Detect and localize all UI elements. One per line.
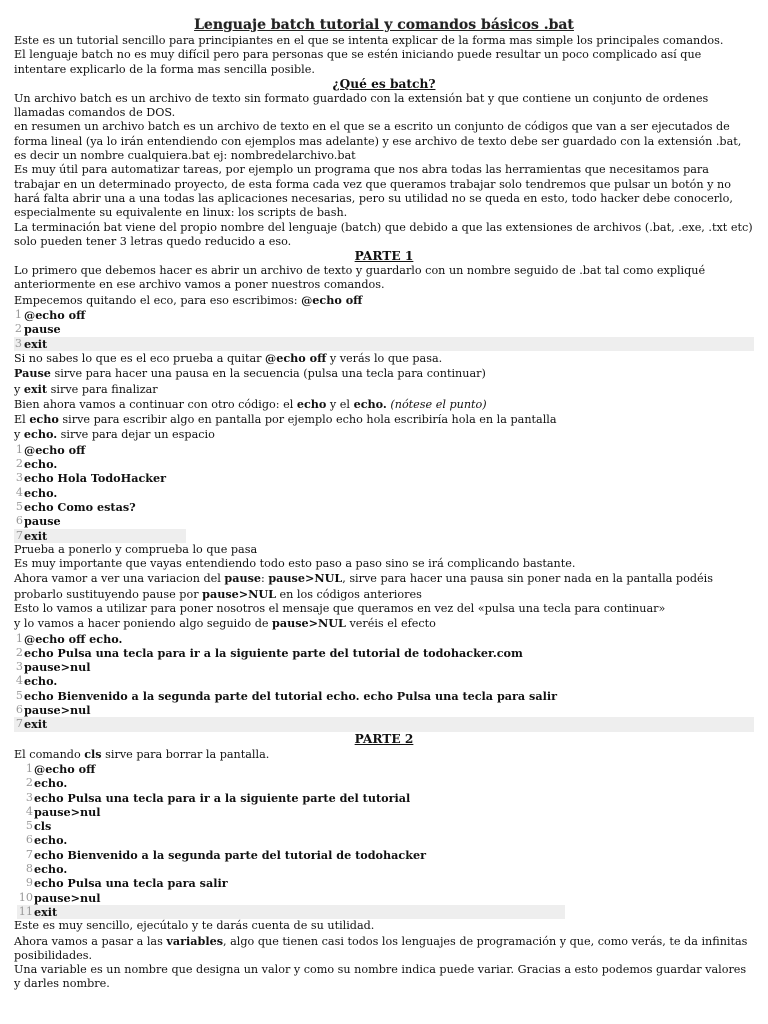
inline-code: echo — [29, 412, 59, 427]
code-line — [17, 848, 754, 862]
text-run: y — [14, 428, 24, 442]
code-line — [17, 762, 754, 776]
line-number: 2 — [14, 322, 22, 336]
parte2-paragraph-3 — [14, 934, 754, 964]
code-line — [14, 322, 754, 336]
text-run: Bien ahora vamos a continuar con otro código: el — [14, 397, 297, 411]
code-text: echo. — [34, 862, 68, 877]
code-line — [17, 791, 754, 805]
code-text: exit — [24, 336, 48, 351]
line-number: 1 — [14, 308, 22, 322]
code-block-3 — [14, 632, 754, 732]
code-line — [14, 500, 754, 514]
code-text: pause>nul — [24, 660, 91, 675]
line-number: 6 — [15, 514, 23, 528]
code-line — [14, 514, 754, 528]
code-text: echo Pulsa una tecla para salir — [34, 876, 228, 891]
code-line — [14, 689, 754, 703]
code-line — [14, 632, 754, 646]
code-text: pause — [24, 322, 61, 337]
parte1-paragraph-12: Esto lo vamos a utilizar para poner nosotros el mensaje que queramos en vez del «pulsa una tecla para continuar» — [14, 601, 666, 615]
parte1-paragraph-5 — [14, 382, 754, 397]
code-line — [14, 471, 754, 485]
line-number: 5 — [15, 688, 23, 702]
italic-note: (nótese el punto) — [390, 397, 487, 411]
text-run: Ahora vamos a pasar a las — [14, 934, 167, 948]
code-line — [14, 443, 754, 457]
inline-code: variables — [166, 933, 224, 948]
text-run: Empecemos quitando el eco, para eso escribimos: — [14, 293, 302, 307]
code-text: @echo off echo. — [24, 631, 123, 646]
line-number: 2 — [15, 645, 23, 659]
text-run: Si no sabes lo que es el eco prueba a quitar — [14, 351, 266, 365]
text-run: , algo que tienen casi todos los lenguajes de programación y que, como verás, te da infinitas posibilidades. — [14, 934, 748, 962]
code-text: exit — [24, 717, 48, 732]
inline-code: Pause — [14, 366, 51, 381]
line-number: 5 — [15, 499, 23, 513]
text-run: : — [261, 572, 269, 586]
parte1-paragraph-2 — [14, 293, 754, 308]
code-text: echo Bienvenido a la segunda parte del tutorial echo. echo Pulsa una tecla para salir — [24, 688, 558, 703]
parte1-paragraph-1: Lo primero que debemos hacer es abrir un archivo de texto y guardarlo con un nombre seguido de .bat tal como expliqué anteriormente en ese archivo vamos a poner nuestros comandos. — [14, 264, 706, 292]
code-text: echo. — [24, 485, 58, 500]
text-run: El comando — [14, 747, 85, 761]
parte2-paragraph-1 — [14, 747, 754, 762]
code-line — [14, 674, 754, 688]
section-heading-parte-2: PARTE 2 — [354, 731, 414, 746]
document-page — [14, 16, 754, 992]
line-number: 7 — [25, 847, 33, 861]
code-line — [17, 891, 754, 905]
inline-code: pause>NUL — [272, 616, 346, 631]
parte2-paragraph-2: Este es muy sencillo, ejecútalo y te darás cuenta de su utilidad. — [14, 919, 375, 933]
section1-paragraph-4: La terminación bat viene del propio nombre del lenguaje (batch) que debido a que las extensiones de archivos (.bat, .exe, .txt etc) solo pueden tener 3 letras quedo reducido a eso. — [14, 220, 753, 248]
code-text: pause>nul — [34, 890, 101, 905]
code-line — [17, 805, 754, 819]
line-number: 2 — [15, 457, 23, 471]
inline-code: echo — [296, 396, 327, 411]
code-line — [14, 529, 186, 543]
text-run: sirve para borrar la pantalla. — [101, 747, 270, 761]
code-line — [14, 703, 754, 717]
line-number: 3 — [14, 336, 22, 350]
inline-code: @echo off — [265, 350, 327, 365]
inline-code: exit — [23, 381, 48, 396]
line-number: 3 — [15, 660, 23, 674]
line-number: 7 — [15, 717, 23, 731]
inline-code: @echo off — [301, 292, 363, 307]
code-line — [14, 457, 754, 471]
text-run: sirve para dejar un espacio — [57, 428, 215, 442]
code-line — [14, 660, 754, 674]
code-text: echo Como estas? — [24, 499, 136, 514]
parte1-paragraph-11 — [14, 571, 754, 602]
line-number: 2 — [25, 776, 33, 790]
code-line — [14, 646, 754, 660]
line-number: 11 — [18, 904, 33, 918]
parte1-paragraph-9: Prueba a ponerlo y comprueba lo que pasa — [14, 542, 258, 556]
code-line — [17, 862, 754, 876]
code-line — [14, 308, 754, 322]
code-text: exit — [34, 904, 58, 919]
code-line — [17, 876, 754, 890]
code-text: cls — [34, 819, 52, 834]
code-block-2 — [14, 443, 754, 543]
code-line — [17, 776, 754, 790]
code-text: echo Pulsa una tecla para ir a la siguiente parte del tutorial — [34, 790, 411, 805]
code-block-1 — [14, 308, 754, 351]
code-line — [14, 337, 754, 351]
document-title: Lenguaje batch tutorial y comandos básicos .bat — [194, 17, 574, 33]
inline-code: cls — [84, 746, 102, 761]
text-run: sirve para finalizar — [47, 382, 158, 396]
code-text: echo. — [34, 776, 68, 791]
inline-code: echo. — [23, 427, 58, 442]
section1-paragraph-2: en resumen un archivo batch es un archivo de texto en el que se a escrito un conjunto de códigos que van a ser ejecutados de forma lineal (ya lo irán entendiendo con ejemplos mas adelante) y ese archivo de texto debe ser guardado con la extensión .bat, es decir un nombre cualquiera.bat ej: nombredelarchivo.bat — [14, 120, 742, 163]
inline-code: pause>NUL — [268, 571, 343, 586]
section1-paragraph-3: Es muy útil para automatizar tareas, por ejemplo un programa que nos abra todas las herramientas que necesitamos para trabajar en un determinado proyecto, de esta forma cada vez que queramos trabajar solo tendremos que pulsar un botón y no hará falta abrir una a una todas las aplicaciones necesarias, pero su utilidad no se queda en esto, todo hacker debe conocerlo, especialmente su equivalente en linux: los scripts de bash. — [14, 163, 733, 220]
code-text: exit — [24, 528, 48, 543]
line-number: 7 — [15, 528, 23, 542]
line-number: 4 — [25, 804, 33, 818]
line-number: 9 — [25, 876, 33, 890]
parte1-paragraph-13 — [14, 616, 754, 631]
code-line — [14, 717, 754, 731]
code-text: echo Hola TodoHacker — [24, 471, 167, 486]
inline-code: pause — [224, 571, 262, 586]
section-heading-que-es-batch: ¿Qué es batch? — [332, 76, 436, 91]
line-number: 10 — [18, 890, 33, 904]
line-number: 6 — [15, 703, 23, 717]
code-line — [14, 486, 754, 500]
inline-code: echo. — [353, 396, 387, 411]
intro-paragraph-2: El lenguaje batch no es muy difícil pero para personas que se estén iniciando puede resultar un poco complicado así que intentare explicarlo de la forma mas sencilla posible. — [14, 48, 702, 76]
code-block-4 — [14, 762, 754, 919]
parte1-paragraph-7 — [14, 412, 754, 427]
code-text: @echo off — [24, 442, 86, 457]
code-text: echo. — [34, 833, 68, 848]
text-run: y verás lo que pasa. — [326, 351, 443, 365]
line-number: 4 — [15, 485, 23, 499]
code-line — [17, 833, 754, 847]
intro-paragraph-1: Este es un tutorial sencillo para principiantes en el que se intenta explicar de la forma mas simple los principales comandos. — [14, 34, 724, 47]
text-run: y el — [326, 397, 354, 411]
code-text: echo. — [24, 674, 58, 689]
text-run: y — [14, 382, 24, 396]
line-number: 6 — [25, 833, 33, 847]
text-run: El — [14, 413, 30, 427]
line-number: 4 — [15, 674, 23, 688]
code-line — [17, 905, 565, 919]
parte1-paragraph-3 — [14, 351, 754, 366]
inline-code: pause>NUL — [202, 586, 276, 601]
code-text: echo Bienvenido a la segunda parte del tutorial de todohacker — [34, 847, 426, 862]
text-run: veréis el efecto — [345, 617, 436, 631]
line-number: 8 — [25, 862, 33, 876]
code-text: echo. — [24, 457, 58, 472]
code-text: echo Pulsa una tecla para ir a la siguiente parte del tutorial de todohacker.com — [24, 645, 523, 660]
code-text: @echo off — [34, 761, 96, 776]
parte1-paragraph-4 — [14, 366, 754, 381]
text-run: y lo vamos a hacer poniendo algo seguido de — [14, 617, 273, 631]
text-run: en los códigos anteriores — [275, 587, 422, 601]
section1-paragraph-1: Un archivo batch es un archivo de texto sin formato guardado con la extensión bat y que contiene un conjunto de ordenes llamadas comandos de DOS. — [14, 91, 709, 120]
line-number: 3 — [25, 790, 33, 804]
section-heading-parte-1: PARTE 1 — [354, 249, 414, 264]
line-number: 1 — [15, 631, 23, 645]
text-run: , sirve para hacer una pausa sin poner nada en la pantalla podéis probarlo sustituyendo pause por — [14, 572, 713, 601]
parte1-paragraph-10: Es muy importante que vayas entendiendo todo esto paso a paso sino se irá complicando bastante. — [14, 557, 576, 571]
parte1-paragraph-8 — [14, 427, 754, 442]
code-text: pause — [24, 514, 61, 529]
line-number: 5 — [25, 819, 33, 833]
line-number: 1 — [15, 442, 23, 456]
code-text: pause>nul — [34, 804, 101, 819]
code-line — [17, 819, 754, 833]
code-text: pause>nul — [24, 703, 91, 718]
parte1-paragraph-6 — [14, 397, 754, 412]
line-number: 3 — [15, 471, 23, 485]
text-run: Ahora vamor a ver una variacion del — [14, 572, 225, 586]
text-run: sirve para escribir algo en pantalla por ejemplo echo hola escribiría hola en la pantalla — [58, 413, 557, 427]
line-number: 1 — [25, 761, 33, 775]
code-text: @echo off — [24, 308, 86, 323]
text-run: sirve para hacer una pausa en la secuencia (pulsa una tecla para continuar) — [50, 367, 486, 381]
parte2-paragraph-4: Una variable es un nombre que designa un valor y como su nombre indica puede variar. Gracias a esto podemos guardar valores y darles nombre. — [14, 963, 747, 991]
